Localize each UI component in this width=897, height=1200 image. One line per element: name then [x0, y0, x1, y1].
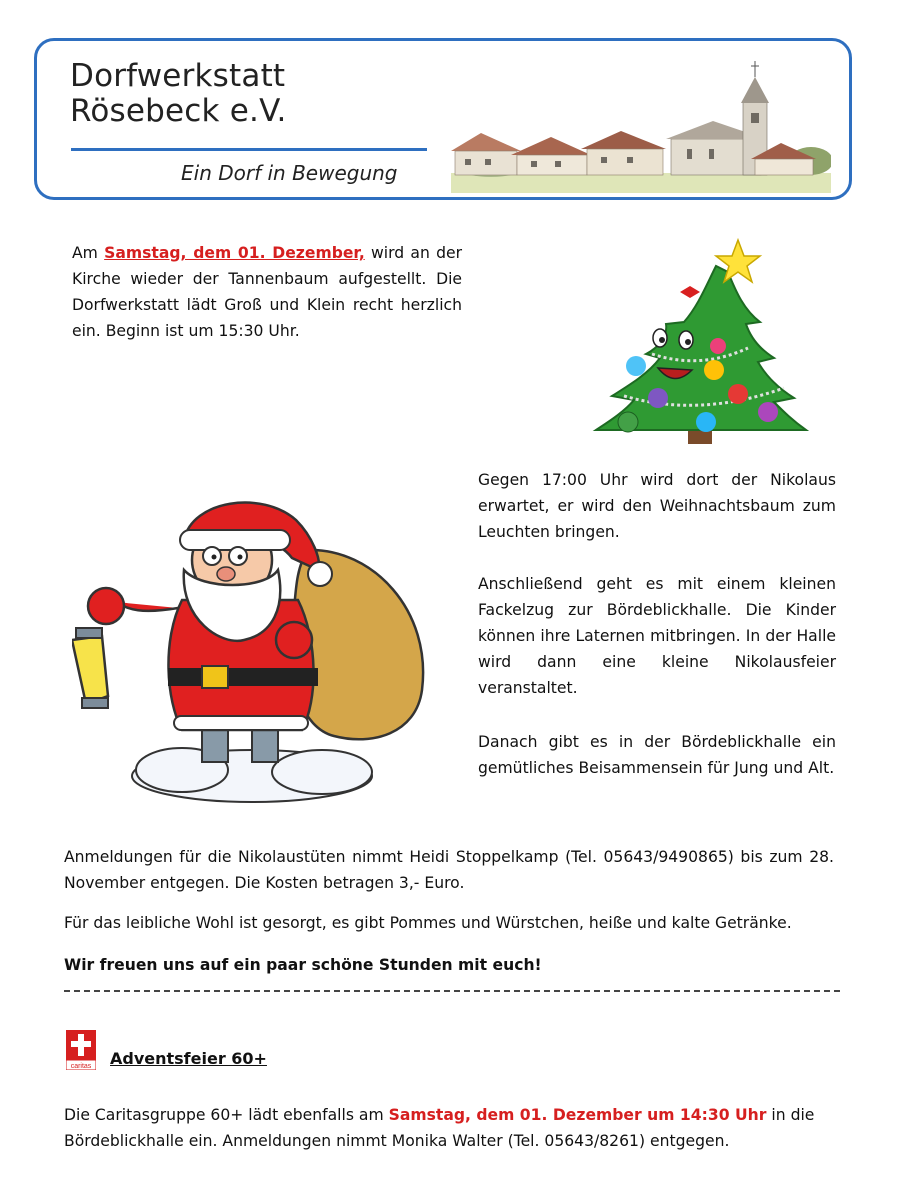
- org-name-line1: Dorfwerkstatt: [70, 58, 286, 94]
- intro-post: wird an der Kirche wieder der Tannenbaum aufgestellt. Die Dorfwerkstatt lädt Groß und Klein recht herzlich ein. Beginn ist um 15:30 Uhr.: [72, 244, 462, 340]
- caritas-paragraph: [64, 1102, 844, 1154]
- wohl-paragraph: Für das leibliche Wohl ist gesorgt, es gibt Pommes und Würstchen, heiße und kalte Getränke.: [64, 914, 792, 932]
- nikolaus-paragraph: Gegen 17:00 Uhr wird dort der Nikolaus erwartet, er wird den Weihnachtsbaum zum Leuchten bringen.: [478, 471, 836, 541]
- caritas-logo-text: caritas: [70, 1063, 92, 1070]
- caritas-date: Samstag, dem 01. Dezember um 14:30 Uhr: [388, 1106, 767, 1124]
- beisammensein-paragraph: Danach gibt es in der Bördeblickhalle ein gemütliches Beisammensein für Jung und Alt.: [478, 733, 836, 777]
- caritas-post: in die Bördeblickhalle ein. Anmeldungen nimmt Monika Walter (Tel. 05643/8261) entgegen.: [64, 1106, 815, 1150]
- fackelzug-paragraph: Anschließend geht es mit einem kleinen Fackelzug zur Bördeblickhalle. Die Kinder können ihre Laternen mitbringen. In der Halle wird dann eine kleine Nikolausfeier veranstaltet.: [478, 575, 836, 697]
- org-name-line2: Rösebeck e.V.: [70, 93, 287, 129]
- caritas-pre: Die Caritasgruppe 60+ lädt ebenfalls am: [64, 1106, 389, 1124]
- dashed-divider: [64, 990, 840, 992]
- header-rule: [71, 148, 427, 151]
- village-illustration: [451, 51, 831, 193]
- anmeldung-paragraph: Anmeldungen für die Nikolaustüten nimmt Heidi Stoppelkamp (Tel. 05643/9490865) bis zum 28. November entgegen. Die Kosten betragen 3,- Euro.: [64, 848, 834, 892]
- intro-paragraph: [72, 240, 462, 344]
- intro-date: Samstag, dem 01. Dezember,: [104, 244, 365, 262]
- slogan: Ein Dorf in Bewegung: [181, 161, 398, 185]
- org-name: [70, 59, 287, 129]
- intro-pre: Am: [72, 244, 105, 262]
- caritas-logo: [66, 1030, 96, 1070]
- freuen-paragraph: Wir freuen uns auf ein paar schöne Stunden mit euch!: [64, 956, 542, 974]
- header-box: [34, 38, 852, 200]
- adventsfeier-title: Adventsfeier 60+: [110, 1049, 267, 1068]
- christmas-tree-illustration: [588, 236, 814, 448]
- santa-claus-illustration: [72, 490, 432, 812]
